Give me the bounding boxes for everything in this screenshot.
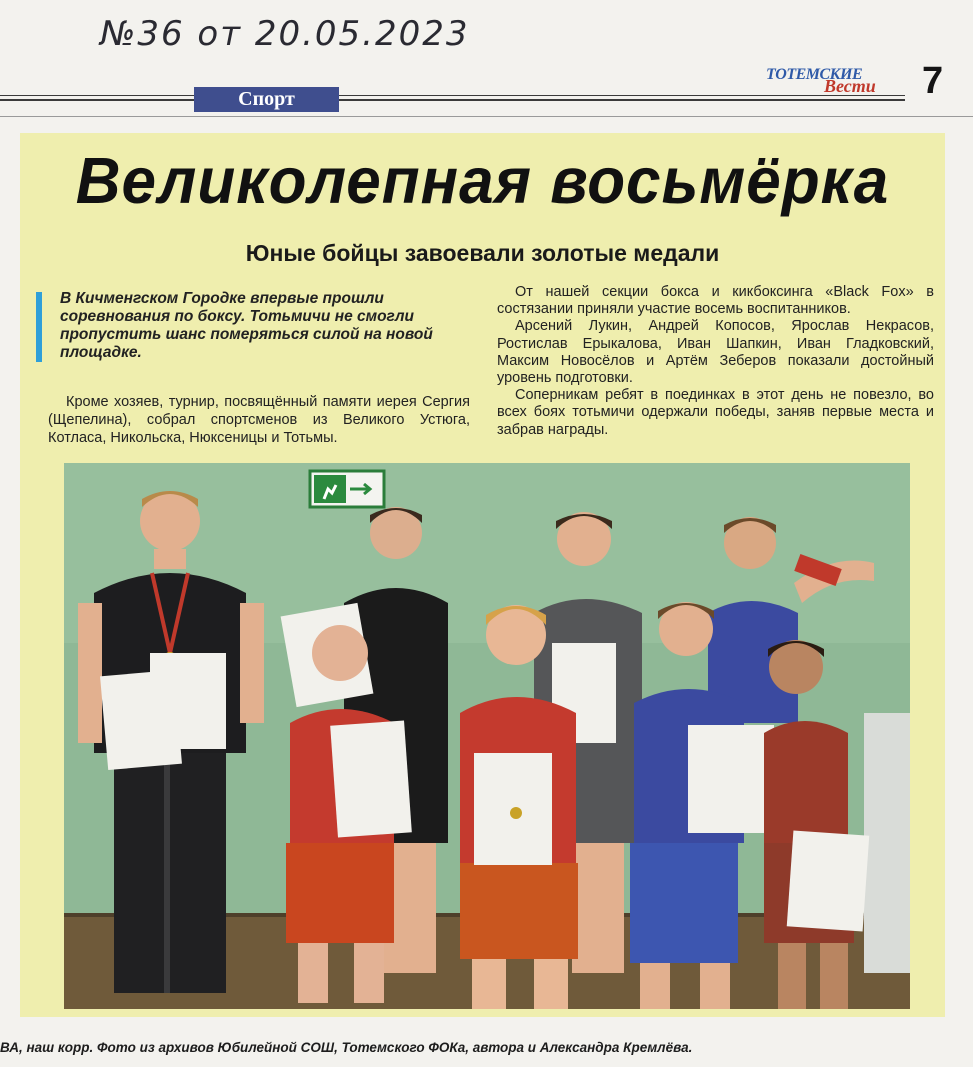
logo-bottom-word: Вести	[824, 76, 876, 96]
page-number: 7	[922, 60, 944, 102]
exit-sign-icon	[310, 471, 384, 507]
body-right-paragraph-2: Арсений Лукин, Андрей Копосов, Ярослав Некрасов, Ростислав Ерыкалова, Иван Шапкин, Иван Гладковский, Максим Новосёлов и Артём Зеберов показали достойный уровень подготовки.	[497, 318, 934, 387]
body-right-paragraph-1: От нашей секции бокса и кикбоксинга «Black Fox» в состязании приняли участие восемь воспитанников.	[497, 284, 934, 318]
handwritten-issue-note: №36 от 20.05.2023	[100, 14, 470, 54]
body-left-paragraph: Кроме хозяев, турнир, посвящённый памяти иерея Сергия (Щепелина), собрал спортсменов из Великого Устюга, Котласа, Никольска, Нюксеницы и Тотьмы.	[48, 394, 470, 446]
team-photo	[64, 463, 910, 1009]
header-rule-bottom	[0, 116, 973, 117]
photo-credit: ВА, наш корр. Фото из архивов Юбилейной СОШ, Тотемского ФОКа, автора и Александра Кремлёва.	[0, 1040, 693, 1055]
section-tag: Спорт	[194, 87, 339, 112]
article-headline: Великолепная восьмёрка	[75, 145, 890, 218]
newspaper-logo	[766, 66, 890, 96]
article-lead: В Кичменгском Городке впервые прошли соревнования по боксу. Тотьмичи не смогли пропустить шанс померяться силой на новой площадке.	[60, 290, 433, 361]
body-right-paragraph-3: Соперникам ребят в поединках в этот день не повезло, во всех боях тотьмичи одержали победы, заняв первые места и забрав награды.	[497, 387, 934, 438]
lead-accent-bar	[36, 292, 42, 362]
article-body-left	[48, 393, 470, 447]
logo-top-word: ТОТЕМСКИЕ	[766, 66, 863, 83]
article-body-right	[497, 284, 934, 439]
team-photo-illustration	[64, 463, 910, 1009]
article-subheadline: Юные бойцы завоевали золотые медали	[245, 240, 720, 266]
header-rule	[0, 99, 905, 101]
